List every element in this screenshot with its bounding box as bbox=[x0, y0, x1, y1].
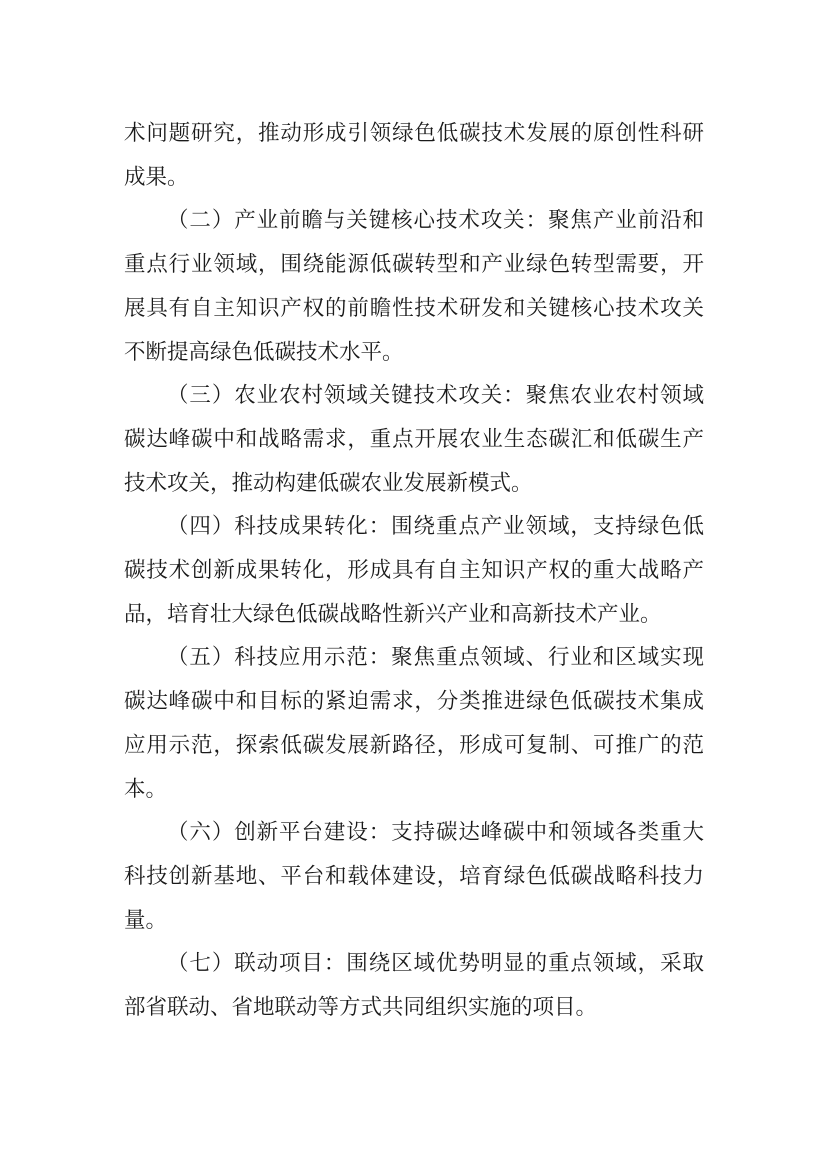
paragraph-continuation: 术问题研究，推动形成引领绿色低碳技术发展的原创性科研成果。 bbox=[124, 121, 704, 190]
paragraph-item-5: （五）科技应用示范：聚焦重点领域、行业和区域实现碳达峰碳中和目标的紧迫需求，分类推进绿色低碳技术集成应用示范，探索低碳发展新路径，形成可复制、可推广的范本。 bbox=[124, 645, 704, 802]
paragraph-item-2: （二）产业前瞻与关键核心技术攻关：聚焦产业前沿和重点行业领域，围绕能源低碳转型和产业绿色转型需要，开展具有自主知识产权的前瞻性技术研发和关键核心技术攻关不断提高绿色低碳技术水平。 bbox=[124, 208, 704, 365]
paragraph-item-6: （六）创新平台建设：支持碳达峰碳中和领域各类重大科技创新基地、平台和载体建设，培育绿色低碳战略科技力量。 bbox=[124, 820, 704, 933]
document-body bbox=[124, 112, 704, 1030]
paragraph-item-4: （四）科技成果转化：围绕重点产业领域，支持绿色低碳技术创新成果转化，形成具有自主知识产权的重大战略产品，培育壮大绿色低碳战略性新兴产业和高新技术产业。 bbox=[124, 514, 704, 627]
paragraph-item-7: （七）联动项目：围绕区域优势明显的重点领域，采取部省联动、省地联动等方式共同组织实施的项目。 bbox=[124, 951, 704, 1021]
paragraph-item-3: （三）农业农村领域关键技术攻关：聚焦农业农村领域碳达峰碳中和战略需求，重点开展农业生态碳汇和低碳生产技术攻关，推动构建低碳农业发展新模式。 bbox=[124, 383, 704, 496]
